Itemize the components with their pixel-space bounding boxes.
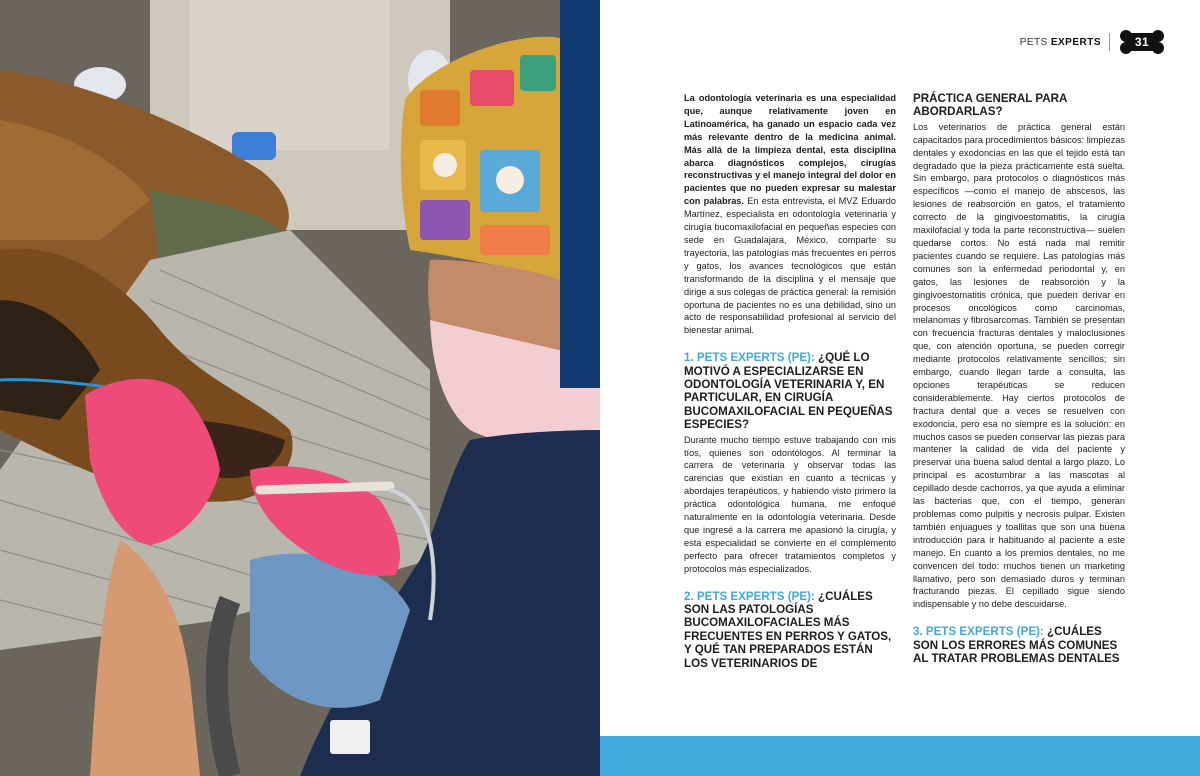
question-2-heading <box>684 590 896 670</box>
page-number-badge <box>1120 30 1164 54</box>
question-1-tag: 1. PETS EXPERTS (PE): <box>684 351 815 365</box>
intro-lead: La odontología veterinaria es una especialidad que, aunque relativamente joven en Latinoamérica, ha ganado un espacio cada vez más relevante dentro de la medicina animal. Más allá de la limpieza dental, esta disciplina abarca diagnósticos complejos, cirugías reconstructivas y el manejo integral del dolor en pacientes que no pueden expresar su malestar con palabras. <box>684 93 896 207</box>
question-3-heading <box>913 625 1125 665</box>
page-header <box>1020 30 1164 54</box>
article-column-2 <box>913 92 1125 667</box>
intro-body: En esta entrevista, el MVZ Eduardo Martínez, especialista en odontología veterinaria y cirugía bucomaxilofacial en pequeñas especies con sede en Guadalajara, México, comparte su trayectoria, las patologías más frecuentes en perros y gatos, los avances tecnológicos que están transformando de la disciplina y el mensaje que dirige a sus colegas de práctica general: la remisión oportuna de pacientes no es una debilidad, sino un acto de responsabilidad profesional al servicio del bienestar animal. <box>684 196 896 336</box>
intro-paragraph <box>684 92 896 337</box>
brand-name-light: PETS <box>1019 36 1048 48</box>
answer-2: Los veterinarios de práctica general están capacitados para procedimientos básicos: limpiezas dentales y exodoncias en las que el tejido está tan degradado que la pieza prácticamente está suelta. Sin embargo, para protocolos o diagnósticos más específicos —como el manejo de abscesos, las lesiones de reabsorción en gatos, el tratamiento correcto de la gingivoestomatitis, la cirugía maxilofacial y toda la parte reconstructiva— suelen quedarse cortos. No está nada mal remitir pacientes cuando se requiere. Las patologías más comunes son la enfermedad periodontal y, en gatos, las lesiones de reabsorción y la gingivoestomatitis crónica, que pueden derivar en procesos oncológicos como carcinomas, melanomas y fibrosarcomas. También se presentan con frecuencia fracturas dentales y maloclusiones que, con atención oportuna, se pueden corregir mediante protocolos relativamente sencillos; sin embargo, cuando llegan tarde a consulta, las opciones terapéuticas se reducen considerablemente. Hay ciertos protocolos de fractura dental que a veces se resuelven con exodoncia, pero esa no siempre es la solución: en muchos casos se pueden conservar las piezas para mantener la calidad de vida del paciente y preservar una buena salud dental a largo plazo. Lo principal es acostumbrar a las mascotas al cepillado desde cachorros, ya que ayuda a eliminar las bacterias que, con el tiempo, generan problemas como pulpitis y necrosis pulpar. Existen también enjuagues y toallitas que son una buena introducción para ir habituando al paciente a este manejo. En cuanto a los premios dentales, no me convencen del todo: muchos tienen un marketing llamativo, pero son demasiado duros y terminan fracturando piezas. El cepillado sigue siendo indispensable y no debe descuidarse. <box>913 121 1125 610</box>
answer-1: Durante mucho tiempo estuve trabajando con mis tíos, quienes son odontólogos. Al terminar la carrera de veterinaria y observar todas las carencias que existían en cuanto a técnicas y abordajes terapéuticos, y habiendo visto primero la práctica odontológica humana, me enfoqué naturalmente en la odontología veterinaria. Desde que ingresé a la carrera me apasionó la cirugía, y esta especialidad se convierte en el complemento perfecto para ofrecer tratamientos completos y protocolos más especializados. <box>684 434 896 574</box>
header-divider <box>1109 33 1110 51</box>
question-2-heading-continued: PRÁCTICA GENERAL PARA ABORDARLAS? <box>913 92 1067 119</box>
decorative-blue-strip <box>560 0 600 388</box>
question-3-text: ¿CUÁLES SON LOS ERRORES MÁS COMUNES AL TRATAR PROBLEMAS DENTALES <box>913 625 1120 666</box>
footer-accent-bar <box>600 736 1200 776</box>
brand-name-bold: EXPERTS <box>1050 36 1101 48</box>
question-2-tag: 2. PETS EXPERTS (PE): <box>684 589 815 603</box>
question-2-text: ¿CUÁLES SON LAS PATOLOGÍAS BUCOMAXILOFACIALES MÁS FRECUENTES EN PERROS Y GATOS, Y QUÉ TAN PREPARADOS ESTÁN LOS VETERINARIOS DE <box>684 589 892 670</box>
question-1-text: ¿QUÉ LO MOTIVÓ A ESPECIALIZARSE EN ODONTOLOGÍA VETERINARIA Y, EN PARTICULAR, EN CIRUGÍA BUCOMAXILOFACIAL EN PEQUEÑAS ESPECIES? <box>684 351 893 432</box>
question-1-heading <box>684 351 896 431</box>
page-number: 31 <box>1134 35 1150 49</box>
article-column-1 <box>684 92 896 672</box>
question-3-tag: 3. PETS EXPERTS (PE): <box>913 625 1044 639</box>
